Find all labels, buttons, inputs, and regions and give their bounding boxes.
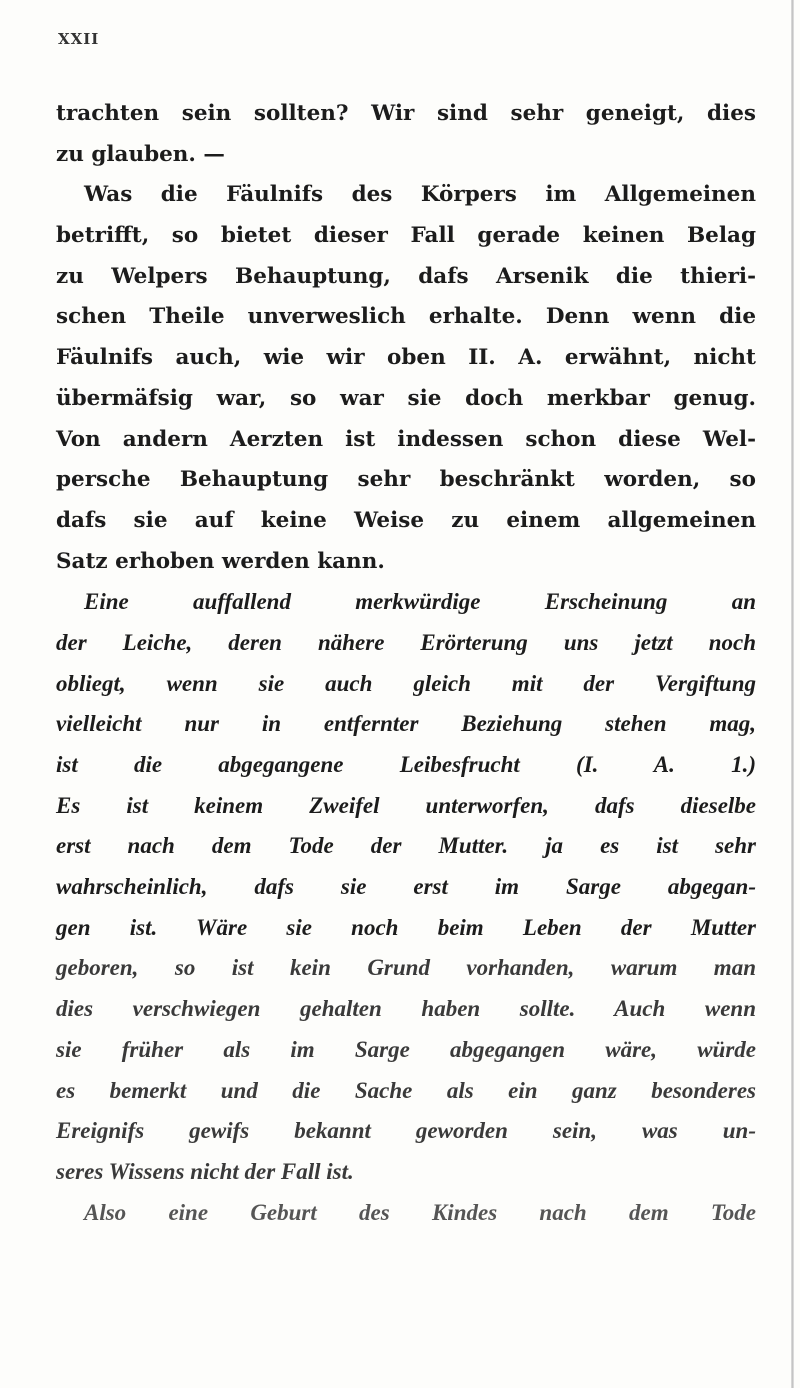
- text-line: Es ist keinem Zweifel unterworfen, dafs dieselbe: [56, 792, 756, 818]
- text-line: zu Welpers Behauptung, dafs Arsenik die thieri-: [56, 263, 756, 289]
- text-line: es bemerkt und die Sache als ein ganz besonderes: [56, 1077, 756, 1103]
- page-edge-rule: [791, 0, 794, 1388]
- text-line: betrifft, so bietet dieser Fall gerade keinen Belag: [56, 223, 756, 249]
- text-line: persche Behauptung sehr beschränkt worden, so: [56, 467, 756, 493]
- page-number: XXII: [58, 30, 100, 48]
- text-line: obliegt, wenn sie auch gleich mit der Vergiftung: [56, 670, 756, 696]
- text-line: Was die Fäulnifs des Körpers im Allgemeinen: [84, 182, 756, 208]
- text-line: sie früher als im Sarge abgegangen wäre, würde: [56, 1036, 756, 1062]
- text-line: dafs sie auf keine Weise zu einem allgemeinen: [56, 507, 756, 533]
- text-line: Eine auffallend merkwürdige Erscheinung an: [84, 589, 756, 615]
- text-line: gen ist. Wäre sie noch beim Leben der Mutter: [56, 914, 756, 940]
- text-line: erst nach dem Tode der Mutter. ja es ist sehr: [56, 833, 756, 859]
- text-line: Ereignifs gewifs bekannt geworden sein, was un-: [56, 1118, 756, 1144]
- text-line: dies verschwiegen gehalten haben sollte. Auch wenn: [56, 996, 756, 1022]
- text-line: Von andern Aerzten ist indessen schon diese Wel-: [56, 426, 756, 452]
- text-line: ist die abgegangene Leibesfrucht (I. A. 1.): [56, 752, 756, 777]
- text-line: Fäulnifs auch, wie wir oben II. A. erwähnt, nicht: [56, 345, 756, 371]
- body-text: [56, 94, 756, 1233]
- text-line: Satz erhoben werden kann.: [56, 548, 385, 574]
- text-line: trachten sein sollten? Wir sind sehr geneigt, dies: [56, 101, 756, 126]
- text-line: seres Wissens nicht der Fall ist.: [56, 1158, 354, 1184]
- text-line: übermäfsig war, so war sie doch merkbar genug.: [56, 385, 756, 411]
- text-line: der Leiche, deren nähere Erörterung uns jetzt noch: [56, 629, 756, 655]
- text-line: zu glauben. —: [56, 141, 225, 167]
- text-line: Also eine Geburt des Kindes nach dem Tode: [84, 1199, 756, 1225]
- text-line: schen Theile unverweslich erhalte. Denn wenn die: [56, 304, 756, 330]
- text-line: geboren, so ist kein Grund vorhanden, warum man: [56, 955, 756, 981]
- text-line: wahrscheinlich, dafs sie erst im Sarge abgegan-: [56, 874, 756, 900]
- text-line: vielleicht nur in entfernter Beziehung stehen mag,: [56, 711, 756, 737]
